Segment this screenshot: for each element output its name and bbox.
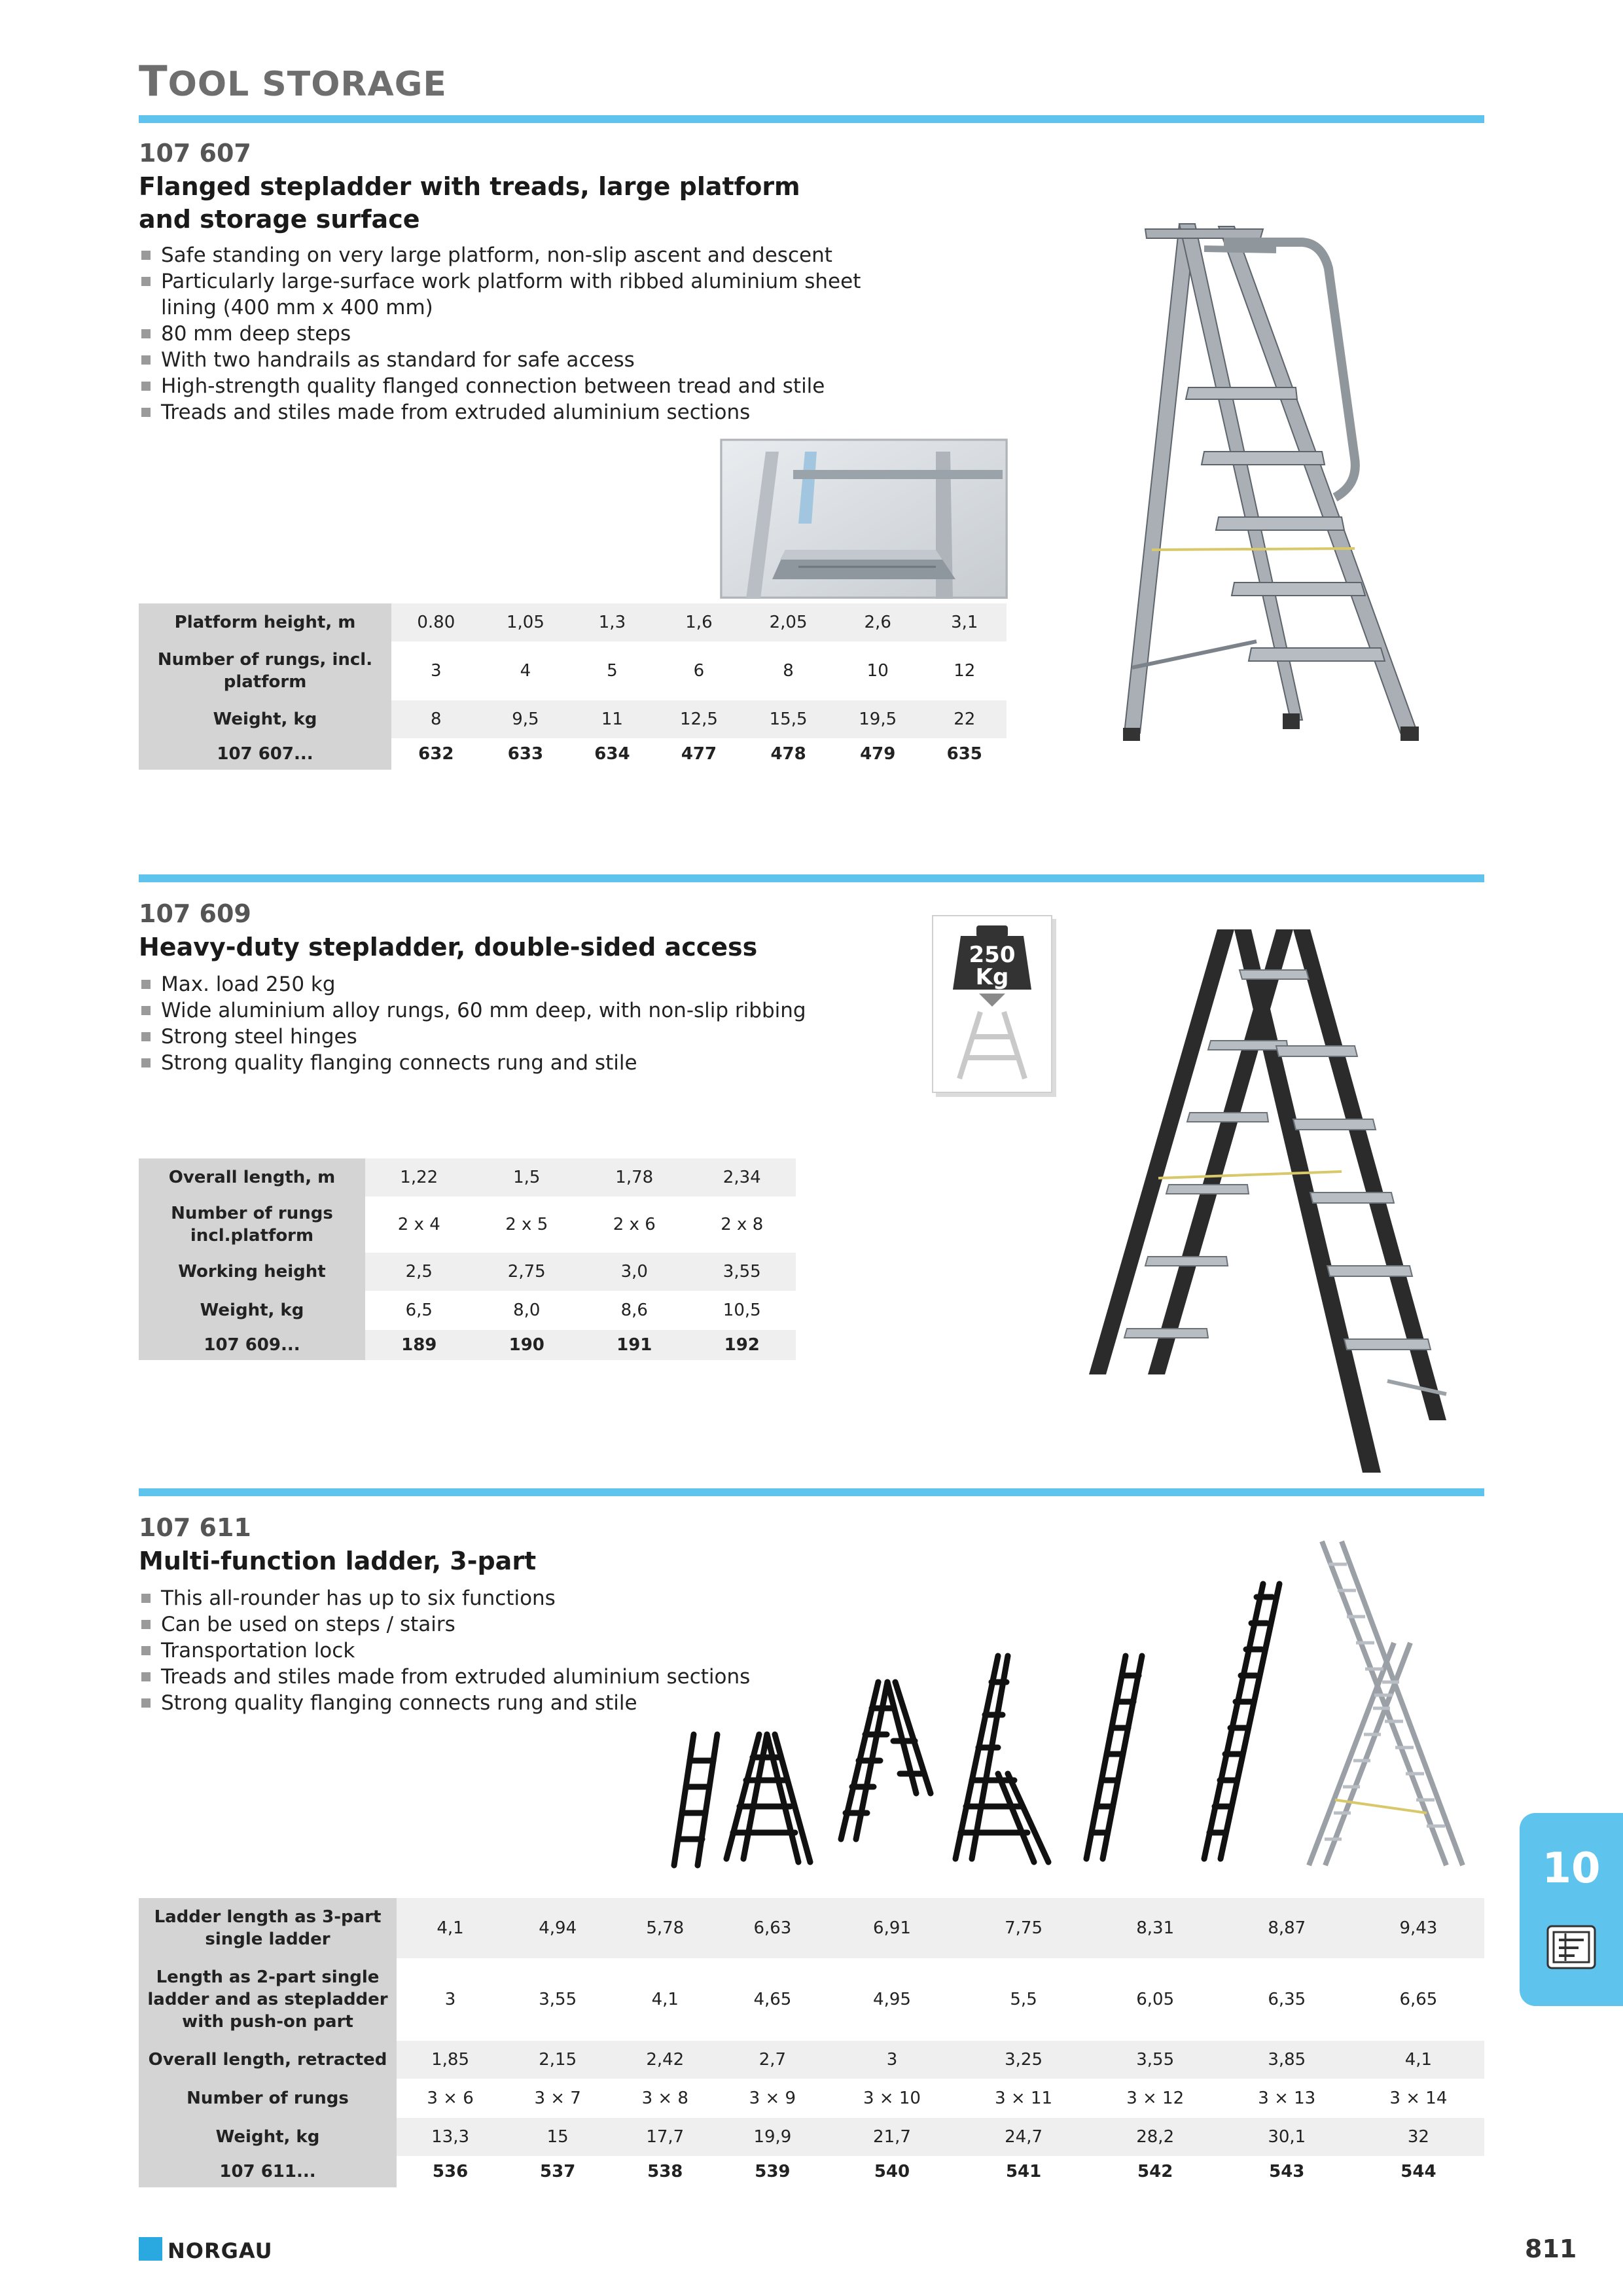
table-cell: 13,3 — [397, 2118, 504, 2156]
article-number: 107 607 — [139, 139, 251, 168]
table-cell: 1,5 — [473, 1158, 581, 1196]
table-cell: 4,1 — [397, 1898, 504, 1958]
table-cell: 28,2 — [1090, 2118, 1221, 2156]
table-cell: 8 — [391, 700, 481, 738]
table-cell: 19,9 — [719, 2118, 826, 2156]
row-label: Ladder length as 3-part single ladder — [139, 1898, 397, 1958]
table-cell: 538 — [647, 2162, 683, 2181]
table-cell: 2,75 — [473, 1253, 581, 1291]
table-cell: 7,75 — [958, 1898, 1090, 1958]
table-cell: 3,1 — [923, 603, 1007, 641]
table-row — [139, 2079, 1484, 2118]
table-cell: 537 — [540, 2162, 576, 2181]
chapter-tab[interactable] — [1520, 1813, 1623, 2006]
load-badge — [932, 915, 1052, 1093]
table-row — [139, 738, 1007, 770]
article-number: 107 611 — [139, 1513, 251, 1542]
table-row — [139, 1330, 796, 1360]
table-cell: 189 — [365, 1330, 473, 1360]
table-cell: 0.80 — [391, 603, 481, 641]
table-cell: 2 x 6 — [613, 1215, 656, 1234]
table-cell: 2,5 — [365, 1253, 473, 1291]
table-cell: 544 — [1400, 2162, 1436, 2181]
table-cell: 1,22 — [365, 1158, 473, 1196]
section-rule — [139, 1488, 1484, 1496]
table-cell: 6,5 — [405, 1300, 433, 1320]
page-number: 811 — [1525, 2234, 1577, 2263]
feature-item: Strong quality flanging connects rung and stile — [139, 1050, 872, 1076]
table-cell: 5 — [607, 661, 618, 681]
table-cell: 2 x 5 — [505, 1215, 548, 1234]
table-cell: 1,6 — [654, 603, 744, 641]
table-row — [139, 1958, 1484, 2041]
feature-item: Treads and stiles made from extruded aluminium sections — [139, 1664, 872, 1690]
badge-label: 250 Kg — [969, 942, 1016, 990]
table-cell: 22 — [923, 700, 1007, 738]
spec-table — [139, 603, 1007, 770]
table-cell: 32 — [1353, 2118, 1484, 2156]
table-cell: 12,5 — [654, 700, 744, 738]
table-cell: 2 x 4 — [397, 1215, 440, 1234]
table-cell: 9,43 — [1353, 1898, 1484, 1958]
table-cell: 15 — [504, 2118, 611, 2156]
table-cell: 21,7 — [826, 2118, 957, 2156]
table-cell: 3 × 8 — [641, 2089, 688, 2108]
table-cell: 632 — [418, 744, 454, 764]
table-cell: 191 — [580, 1330, 688, 1360]
table-row — [139, 1196, 796, 1253]
table-cell: 3 × 7 — [534, 2089, 581, 2108]
row-label: Weight, kg — [139, 1291, 365, 1330]
row-label: Number of rungs, incl. platform — [139, 641, 391, 700]
brand-name: NORGAU — [168, 2238, 273, 2263]
feature-list — [139, 242, 872, 425]
table-cell: 6,91 — [826, 1898, 957, 1958]
feature-item: Max. load 250 kg — [139, 971, 872, 997]
table-cell: 478 — [770, 744, 806, 764]
table-cell: 4,95 — [873, 1990, 911, 2009]
table-cell: 3,55 — [1090, 2041, 1221, 2079]
table-cell: 1,78 — [580, 1158, 688, 1196]
feature-item: Safe standing on very large platform, non-slip ascent and descent — [139, 242, 872, 268]
product-title: Multi-function ladder, 3-part — [139, 1547, 537, 1575]
feature-item: High-strength quality flanged connection between tread and stile — [139, 373, 872, 399]
section-rule — [139, 874, 1484, 882]
table-cell: 8,87 — [1221, 1898, 1353, 1958]
table-cell: 3 × 11 — [995, 2089, 1053, 2108]
table-row — [139, 1898, 1484, 1958]
table-cell: 3 — [431, 661, 442, 681]
table-cell: 543 — [1269, 2162, 1305, 2181]
table-cell: 4,65 — [753, 1990, 792, 2009]
table-cell: 6,65 — [1399, 1990, 1438, 2009]
table-cell: 634 — [594, 744, 630, 764]
table-cell: 3,55 — [688, 1253, 796, 1291]
table-cell: 542 — [1137, 2162, 1173, 2181]
product-title: Heavy-duty stepladder, double-sided access — [139, 933, 758, 961]
feature-item: Strong steel hinges — [139, 1024, 872, 1050]
table-cell: 5,5 — [1010, 1990, 1037, 2009]
row-label: Weight, kg — [139, 2118, 397, 2156]
table-cell: 24,7 — [958, 2118, 1090, 2156]
table-cell: 2,05 — [743, 603, 833, 641]
table-cell: 2,7 — [719, 2041, 826, 2079]
table-cell: 479 — [860, 744, 896, 764]
table-cell: 1,05 — [481, 603, 571, 641]
table-cell: 539 — [755, 2162, 791, 2181]
table-cell: 4,1 — [1353, 2041, 1484, 2079]
table-row — [139, 1158, 796, 1196]
article-number: 107 609 — [139, 899, 251, 928]
platform-ladder-image — [1106, 209, 1472, 779]
table-cell: 4,94 — [504, 1898, 611, 1958]
table-cell: 540 — [874, 2162, 910, 2181]
table-row — [139, 2041, 1484, 2079]
feature-item: Wide aluminium alloy rungs, 60 mm deep, with non-slip ribbing — [139, 997, 872, 1024]
table-cell: 2,15 — [504, 2041, 611, 2079]
feature-item: Strong quality flanging connects rung and stile — [139, 1690, 872, 1716]
product-title: Flanged stepladder with treads, large platform and storage surface — [139, 172, 800, 234]
table-cell: 477 — [681, 744, 717, 764]
table-cell: 10,5 — [722, 1300, 761, 1320]
feature-item: Transportation lock — [139, 1638, 872, 1664]
table-cell: 19,5 — [833, 700, 923, 738]
table-cell: 10 — [866, 661, 889, 681]
row-label: Overall length, m — [139, 1158, 365, 1196]
table-cell: 3 × 6 — [427, 2089, 474, 2108]
feature-item: This all-rounder has up to six functions — [139, 1585, 872, 1611]
table-cell: 3,0 — [580, 1253, 688, 1291]
table-cell: 3 — [444, 1990, 456, 2009]
table-cell: 6,63 — [719, 1898, 826, 1958]
row-label: Platform height, m — [139, 603, 391, 641]
row-label: Working height — [139, 1253, 365, 1291]
table-cell: 541 — [1005, 2162, 1042, 2181]
table-cell: 635 — [946, 744, 982, 764]
table-cell: 8,6 — [620, 1300, 648, 1320]
table-cell: 11 — [570, 700, 654, 738]
row-label: Number of rungs — [139, 2079, 397, 2118]
table-cell: 2,42 — [611, 2041, 719, 2079]
table-cell: 192 — [688, 1330, 796, 1360]
table-cell: 30,1 — [1221, 2118, 1353, 2156]
tool-cabinet-icon — [1546, 1924, 1597, 1970]
table-row — [139, 641, 1007, 700]
feature-item: Treads and stiles made from extruded aluminium sections — [139, 399, 872, 425]
table-cell: 6 — [693, 661, 705, 681]
table-cell: 17,7 — [611, 2118, 719, 2156]
table-cell: 3 × 9 — [749, 2089, 796, 2108]
table-cell: 12 — [954, 661, 976, 681]
section-rule — [139, 115, 1484, 123]
spec-table — [139, 1898, 1484, 2187]
table-cell: 1,85 — [397, 2041, 504, 2079]
ladder-functions-pictograms — [641, 1525, 1472, 1878]
table-row — [139, 1253, 796, 1291]
table-cell: 536 — [432, 2162, 469, 2181]
table-row — [139, 1291, 796, 1330]
table-cell: 15,5 — [743, 700, 833, 738]
platform-detail-image — [720, 439, 1008, 599]
table-cell: 1,3 — [570, 603, 654, 641]
table-cell: 190 — [473, 1330, 581, 1360]
table-cell: 3 × 10 — [863, 2089, 921, 2108]
table-cell: 8 — [783, 661, 794, 681]
row-label: 107 611... — [139, 2156, 397, 2187]
table-cell: 2 x 8 — [721, 1215, 764, 1234]
table-cell: 2,34 — [688, 1158, 796, 1196]
row-label: Weight, kg — [139, 700, 391, 738]
table-cell: 4,1 — [651, 1990, 679, 2009]
table-row — [139, 2156, 1484, 2187]
table-cell: 3 × 12 — [1126, 2089, 1185, 2108]
table-cell: 8,31 — [1090, 1898, 1221, 1958]
feature-list — [139, 971, 872, 1076]
row-label: Length as 2-part single ladder and as stepladder with push-on part — [139, 1958, 397, 2041]
table-cell: 6,05 — [1136, 1990, 1175, 2009]
table-cell: 6,35 — [1268, 1990, 1306, 2009]
table-cell: 3 × 14 — [1389, 2089, 1448, 2108]
row-label: Overall length, retracted — [139, 2041, 397, 2079]
feature-item: Can be used on steps / stairs — [139, 1611, 872, 1638]
page-title: TOOL STORAGE — [139, 58, 447, 106]
row-label: Number of rungs incl.platform — [139, 1196, 365, 1253]
spec-table — [139, 1158, 796, 1360]
table-row — [139, 603, 1007, 641]
table-row — [139, 2118, 1484, 2156]
table-cell: 2,6 — [833, 603, 923, 641]
feature-item: Particularly large-surface work platform with ribbed aluminium sheet lining (400 mm x 400 mm) — [139, 268, 872, 321]
double-sided-stepladder-image — [1080, 923, 1472, 1479]
chapter-number: 10 — [1542, 1844, 1601, 1893]
table-cell: 3,85 — [1221, 2041, 1353, 2079]
table-cell: 9,5 — [481, 700, 571, 738]
table-cell: 3,55 — [539, 1990, 577, 2009]
table-cell: 5,78 — [611, 1898, 719, 1958]
row-label: 107 607... — [139, 738, 391, 770]
table-cell: 3 × 13 — [1258, 2089, 1316, 2108]
table-row — [139, 700, 1007, 738]
row-label: 107 609... — [139, 1330, 365, 1360]
table-cell: 3,25 — [958, 2041, 1090, 2079]
feature-item: With two handrails as standard for safe access — [139, 347, 872, 373]
feature-item: 80 mm deep steps — [139, 321, 872, 347]
table-cell: 8,0 — [513, 1300, 541, 1320]
brand-logo-icon — [139, 2237, 162, 2261]
table-cell: 633 — [507, 744, 544, 764]
table-cell: 4 — [520, 661, 531, 681]
table-cell: 3 — [826, 2041, 957, 2079]
